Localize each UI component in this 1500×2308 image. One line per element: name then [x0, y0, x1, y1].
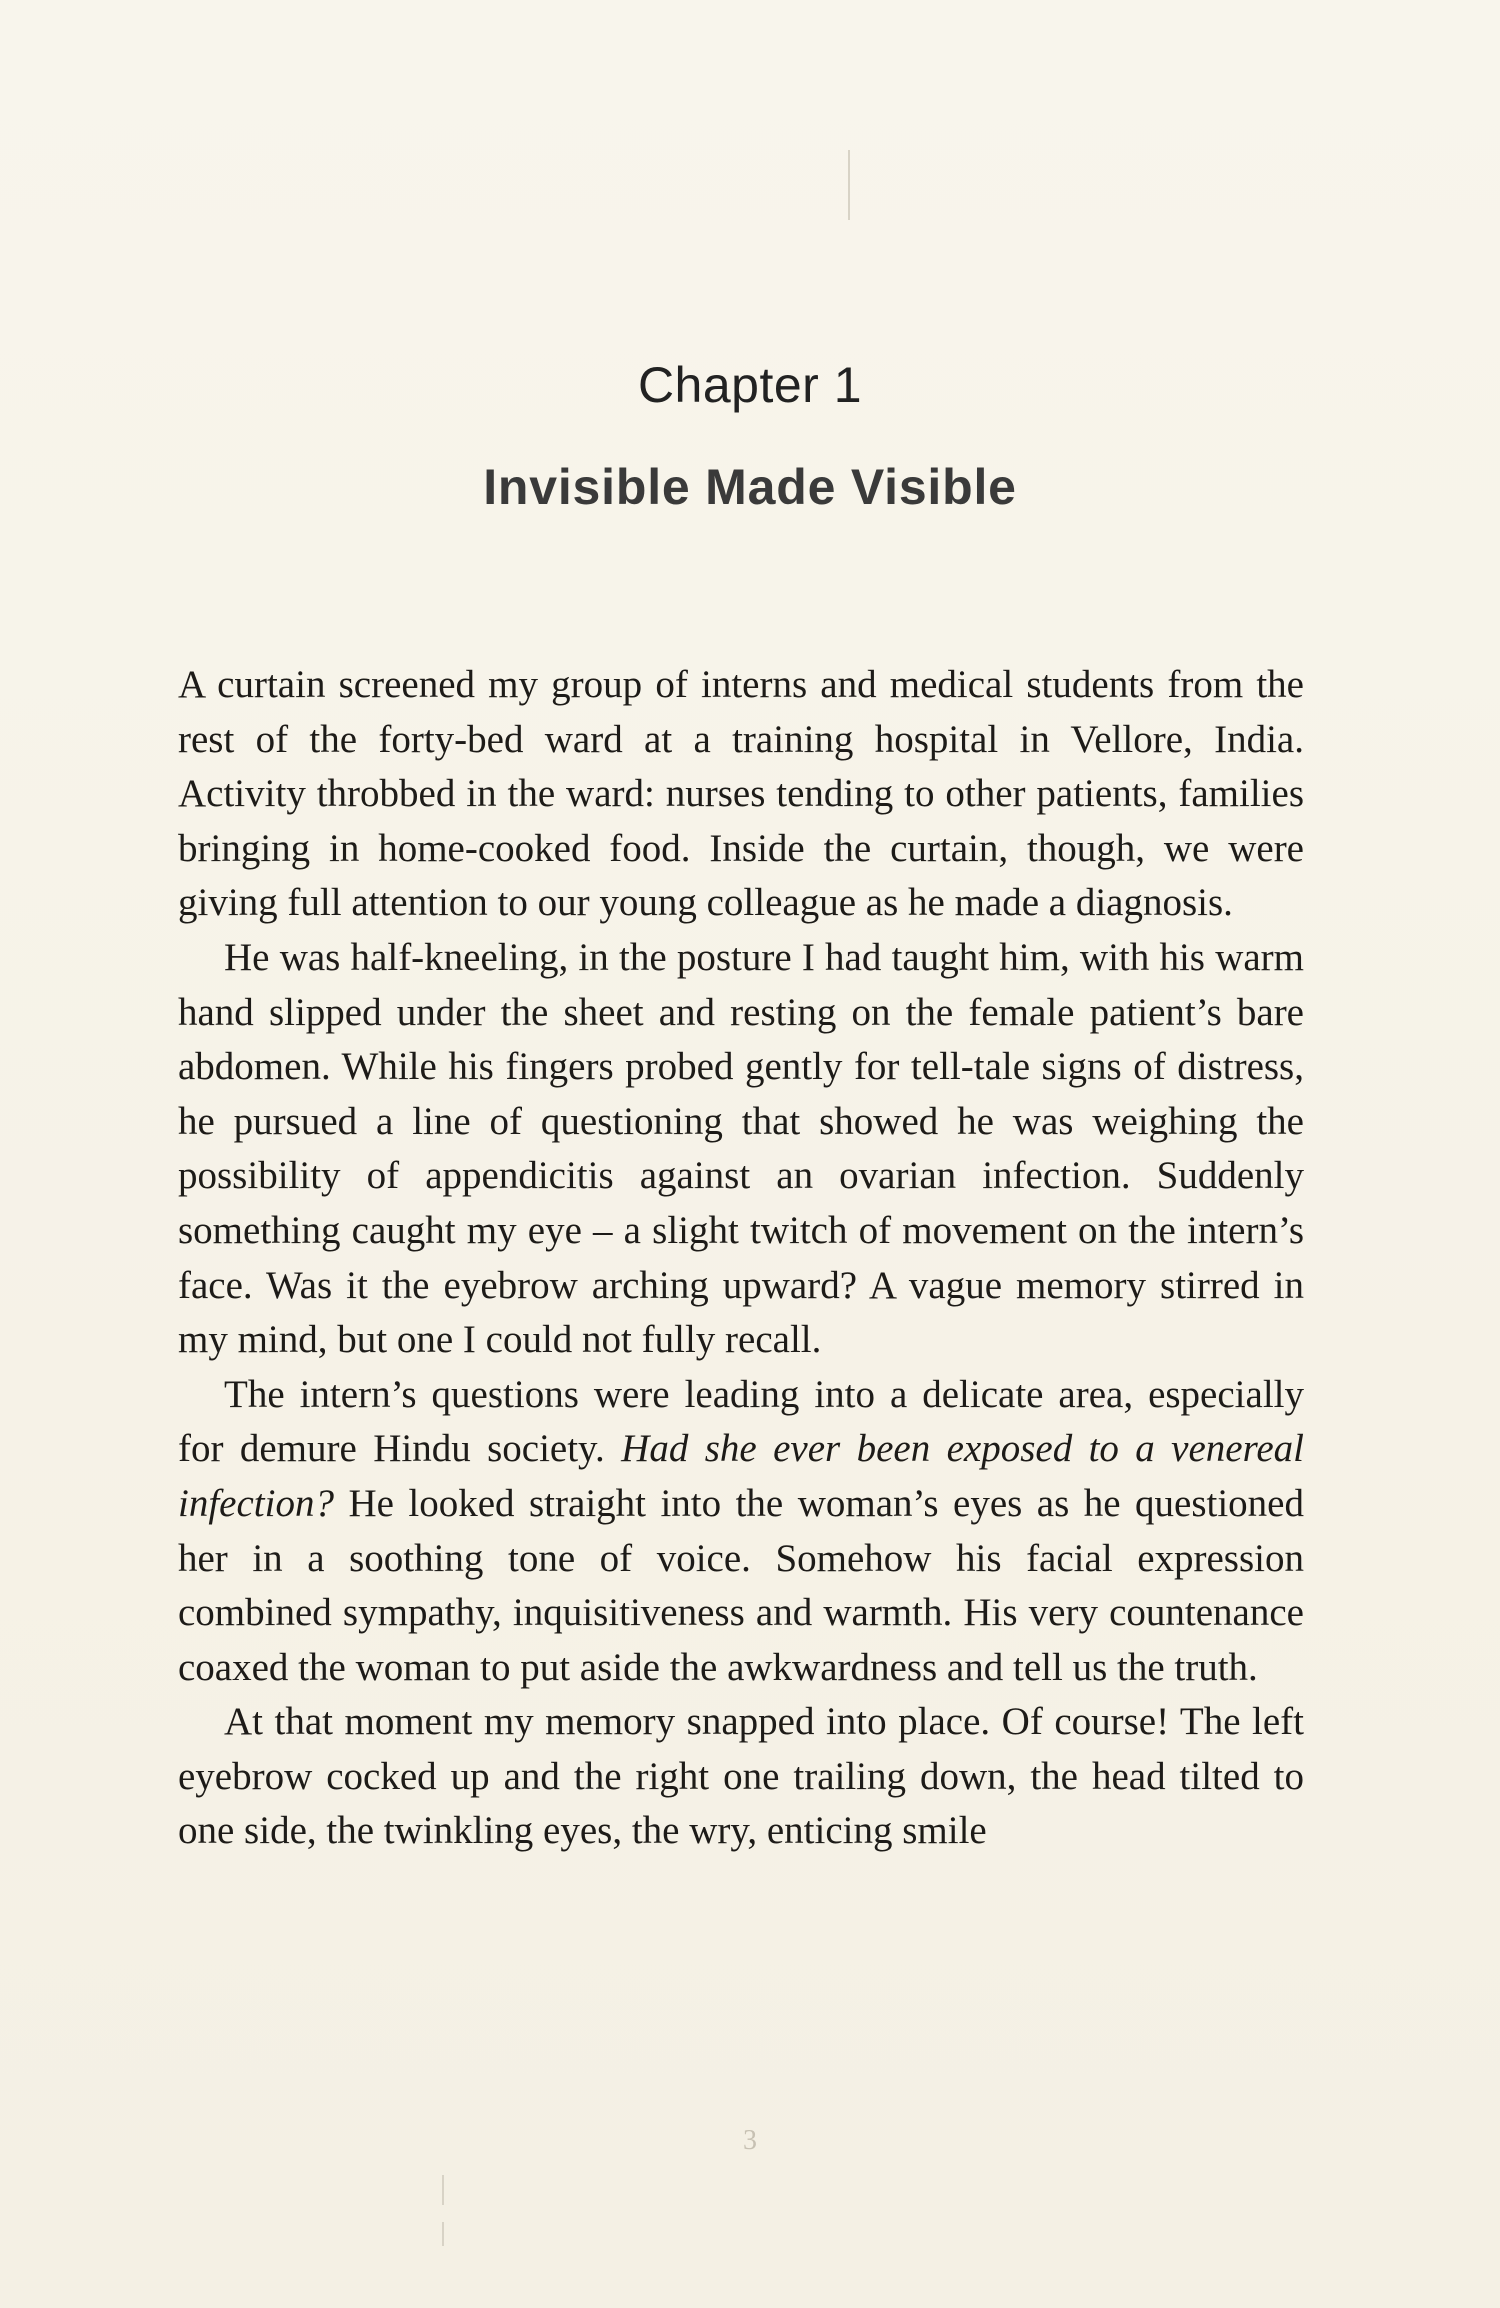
paragraph: At that moment my memory snapped into place. Of course! The left eyebrow cocked up and the right one trailing down, the head tilted to one side, the twinkling eyes, the wry, enticing smile [178, 1700, 1304, 1853]
chapter-title: Invisible Made Visible [483, 459, 1017, 515]
chapter-body [178, 658, 1304, 1859]
paragraph: He was half-kneeling, in the posture I had taught him, with his warm hand slipped under the sheet and resting on the female patient’s bare abdomen. While his fingers probed gently for tell-tale signs of distress, he pursued a line of questioning that showed he was weighing the possibility of appendicitis against an ovarian infection. Suddenly something caught my eye – a slight twitch of movement on the intern’s face. Was it the eyebrow arching upward? A vague memory stirred in my mind, but one I could not fully recall. [178, 935, 1304, 1362]
paragraph-text: The intern’s questions were leading into a delicate area, especially for demure Hindu society. [178, 1372, 1304, 1471]
paragraph-text: He looked straight into the woman’s eyes as he questioned her in a soothing tone of voice. Somehow his facial expression combined sympathy, inquisitiveness and warmth. His very countenance coaxed the woman to put aside the awkwardness and tell us the truth. [178, 1481, 1304, 1689]
scan-artifact-line [442, 2175, 444, 2205]
chapter-label: Chapter 1 [637, 357, 863, 413]
italic-question: Had she ever been exposed to a venereal infection? [178, 1427, 1304, 1525]
scan-artifact-line [848, 150, 850, 220]
paragraph [178, 1368, 1304, 1696]
paragraph: A curtain screened my group of interns and medical students from the rest of the forty-bed ward at a training hospital in Vellore, India. Activity throbbed in the ward: nurses tending to other patients, families bringing in home-cooked food. Inside the curtain, though, we were giving full attention to our young colleague as he made a diagnosis. [178, 663, 1304, 925]
scan-artifact-line [442, 2222, 444, 2246]
page-number: 3 [743, 2125, 757, 2156]
